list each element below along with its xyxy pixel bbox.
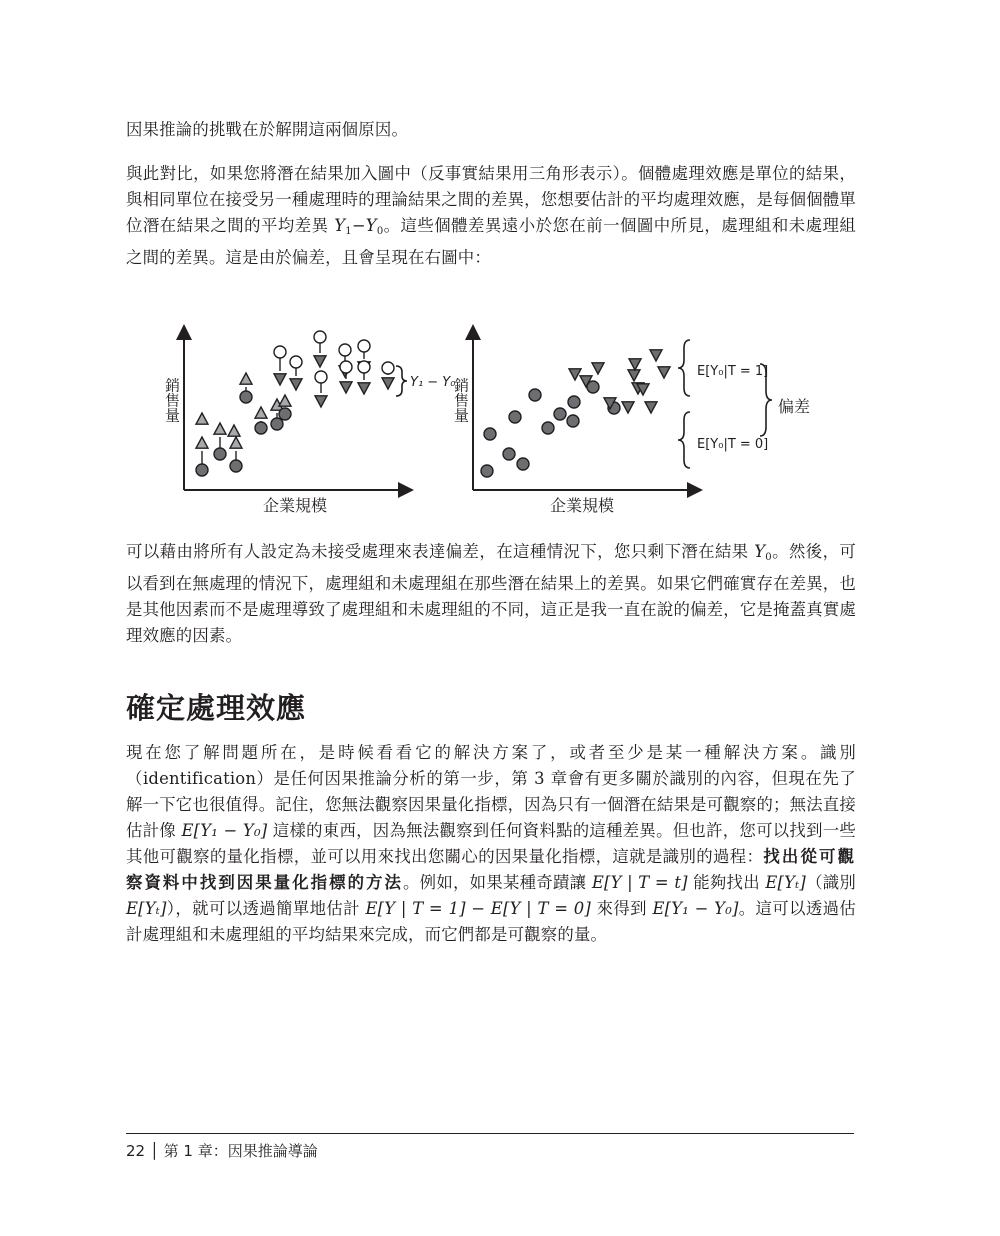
left-chart <box>163 331 456 515</box>
right-chart <box>452 332 810 515</box>
circle-mark <box>382 362 394 374</box>
circle-mark <box>529 389 541 401</box>
right-y-label: 銷售量 <box>452 377 470 423</box>
text: 與此對比，如果您將潛在結果加入圖中（反事實結果用三角形表示）。個體處理效應是單位的結果，與相同單位在接受另一種處理時的理論結果之間的差異，您想要估計的平均處理效應，是每個個體單位潛在結果之間的平均差異 <box>126 164 856 235</box>
circle-mark <box>339 344 351 356</box>
potential-outcomes-figure <box>150 320 830 520</box>
math-expr: E[Y | T = 1] − E[Y | T = 0] <box>365 899 591 918</box>
triangle-mark <box>196 413 208 424</box>
left-brace <box>396 366 407 396</box>
text: 。例如，如果某種奇蹟讓 <box>403 873 592 892</box>
circle-mark <box>214 448 226 460</box>
math-expr: E[Yₜ] <box>765 873 806 892</box>
circle-mark <box>503 448 515 460</box>
triangle-mark <box>230 437 242 448</box>
left-annotation: Y₁ − Y₀ <box>410 375 456 390</box>
text: 能夠找出 <box>687 873 766 892</box>
math-expr: E[Yₜ] <box>126 899 167 918</box>
right-x-label: 企業規模 <box>549 496 615 515</box>
circle-mark <box>314 331 326 343</box>
circle-mark <box>568 396 580 408</box>
triangle-mark <box>645 402 657 413</box>
triangle-mark <box>279 395 291 406</box>
paragraph-identification <box>126 740 856 948</box>
triangle-mark <box>315 396 327 407</box>
triangle-mark <box>382 378 394 389</box>
triangle-mark <box>240 373 252 384</box>
math-expr: E[Y₁ − Y₀] <box>652 899 739 918</box>
circle-mark <box>484 428 496 440</box>
triangle-mark <box>290 379 302 390</box>
circle-mark <box>567 415 579 427</box>
math-op: − <box>351 216 366 235</box>
triangle-mark <box>358 383 370 394</box>
circle-mark <box>517 458 529 470</box>
triangle-mark <box>274 374 286 385</box>
text: ），就可以透過簡單地估計 <box>166 899 366 918</box>
math-var: Y <box>365 216 377 235</box>
math-y0 <box>754 542 772 561</box>
circle-mark <box>255 422 267 434</box>
math-sub: 0 <box>376 226 384 237</box>
math-y1-minus-y0 <box>334 216 383 235</box>
triangle-mark <box>228 425 240 436</box>
circle-mark <box>509 411 521 423</box>
circle-mark <box>279 408 291 420</box>
right-brace-top <box>678 340 690 396</box>
right-bottom-label: E[Y₀|T = 0] <box>697 437 769 452</box>
triangle-mark <box>255 407 267 418</box>
math-var: Y <box>334 216 346 235</box>
triangle-mark <box>628 370 640 381</box>
math-expr: E[Y | T = t] <box>591 873 688 892</box>
text: 現在您了解問題所在，是時候看看它的解決方案了，或者至少是某一種解決方案。識別（identification）是任何因果推論分析的第一步，第 3 章會有更多關於識別的內容，但現在先了解一下它也很值得。記住，您無法觀察因果量化指標，因為只有一個潛在結果是可觀察的；無法直接估計像 <box>126 743 856 840</box>
math-sub: 1 <box>345 226 352 237</box>
circle-mark <box>358 361 370 373</box>
triangle-mark <box>196 437 208 448</box>
left-y-label: 銷售量 <box>163 377 181 423</box>
text: 。這可以透過估計處理組和未處理組的平均結果來完成，而它們都是可觀察的量。 <box>126 899 856 944</box>
circle-mark <box>240 391 252 403</box>
triangle-mark <box>658 367 670 378</box>
section-heading: 確定處理效應 <box>126 691 307 725</box>
right-top-label: E[Y₀|T = 1] <box>697 364 769 379</box>
text: 。這些個體差異遠小於您在前一個圖中所見，處理組和未處理組之間的差異。這是由於偏差，且會呈現在右圖中： <box>126 216 856 267</box>
math-var: Y <box>754 542 766 561</box>
circle-mark <box>358 340 370 352</box>
circle-mark <box>271 418 283 430</box>
triangle-mark <box>569 369 581 380</box>
math-sub: 0 <box>765 552 772 563</box>
emphasis: 找出從可觀察資料中找到因果量化指標的方法 <box>126 847 856 892</box>
text: 來得到 <box>590 899 653 918</box>
circle-mark <box>274 346 286 358</box>
triangle-mark <box>340 382 352 393</box>
circle-mark <box>481 465 493 477</box>
math-expr: E[Y₁ − Y₀] <box>181 821 268 840</box>
circle-mark <box>196 464 208 476</box>
circle-mark <box>340 361 352 373</box>
paragraph-bias <box>126 539 856 649</box>
triangle-mark <box>592 363 604 374</box>
text: 可以藉由將所有人設定為未接受處理來表達偏差，在這種情況下，您只剩下潛在結果 <box>126 542 755 561</box>
page-footer: 22 │ 第 1 章：因果推論導論 <box>126 1142 318 1160</box>
paragraph-intro: 因果推論的挑戰在於解開這兩個原因。 <box>126 120 409 139</box>
circle-mark <box>290 356 302 368</box>
triangle-mark <box>622 402 634 413</box>
triangle-mark <box>214 423 226 434</box>
triangle-mark <box>650 350 662 361</box>
circle-mark <box>230 460 242 472</box>
text: 這樣的東西，因為無法觀察到任何資料點的這種差異。但也許，您可以找到一些其他可觀察的量化指標，並可以用來找出您關心的因果量化指標，這就是識別的過程： <box>126 821 856 866</box>
circle-mark <box>315 371 327 383</box>
left-x-label: 企業規模 <box>262 496 328 515</box>
circle-mark <box>542 422 554 434</box>
paragraph-potential-outcomes <box>126 161 856 271</box>
bias-label: 偏差 <box>778 397 811 416</box>
text: 。然後，可以看到在無處理的情況下，處理組和未處理組在那些潛在結果上的差異。如果它們確實存在差異，也是其他因素而不是處理導致了處理組和未處理組的不同，這正是我一直在說的偏差，它是掩蓋真實處理效應的因素。 <box>126 542 856 645</box>
right-brace-bottom <box>678 412 690 468</box>
triangle-mark <box>314 356 326 367</box>
triangle-mark <box>629 359 641 370</box>
text: （識別 <box>806 873 856 892</box>
circle-mark <box>554 408 566 420</box>
footer-rule <box>126 1133 854 1134</box>
